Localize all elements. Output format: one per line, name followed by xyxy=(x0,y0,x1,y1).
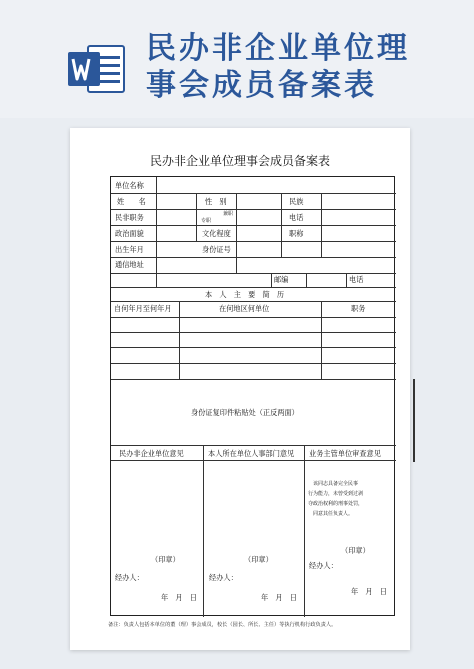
label-id-number: 身份证号 xyxy=(202,245,231,254)
label-gender: 性 别 xyxy=(205,197,227,206)
date-3: 年 月 日 xyxy=(351,587,387,596)
opinion-col3-text: 夺政治权利的刑事处罚， xyxy=(308,501,364,507)
label-position: 民非职务 xyxy=(115,213,144,222)
opinion-col3-text: 同意其任负责人。 xyxy=(313,511,354,517)
col-line xyxy=(196,193,197,241)
row-line xyxy=(111,317,396,318)
date-1: 年 月 日 xyxy=(161,593,197,602)
registration-form xyxy=(110,176,395,616)
col-line xyxy=(321,193,322,257)
row-line xyxy=(111,301,396,302)
label-phone2: 电话 xyxy=(349,275,364,284)
col-line xyxy=(281,193,282,257)
label-birth: 出生年月 xyxy=(115,245,144,254)
handler-3: 经办人： xyxy=(309,561,338,570)
col-line xyxy=(156,177,157,287)
col-duty: 职务 xyxy=(351,304,366,313)
label-fulltime: 专职 xyxy=(201,218,212,224)
header-banner xyxy=(0,0,474,118)
col-line xyxy=(179,301,180,379)
label-phone: 电话 xyxy=(289,213,304,222)
row-line xyxy=(111,332,396,333)
label-education: 文化程度 xyxy=(202,229,231,238)
row-line xyxy=(111,209,396,210)
handler-2: 经办人： xyxy=(209,573,238,582)
row-line xyxy=(111,460,396,461)
opinion-col3-header: 业务主管单位审查意见 xyxy=(309,449,381,458)
resume-heading: 本 人 主 要 简 历 xyxy=(205,290,285,299)
id-copy-area: 身份证复印件粘贴处（正反两面） xyxy=(191,408,299,417)
row-line xyxy=(111,347,396,348)
row-line xyxy=(111,241,396,242)
seal-2: （印章） xyxy=(244,555,273,564)
row-line xyxy=(111,193,396,194)
opinion-col3-text: 行为能力，未曾受到过剥 xyxy=(308,491,364,497)
row-line xyxy=(111,225,396,226)
label-name: 姓 名 xyxy=(117,197,146,206)
col-line xyxy=(346,273,347,287)
label-ethnicity: 民族 xyxy=(289,197,304,206)
label-address: 通信地址 xyxy=(115,260,144,269)
row-line xyxy=(111,379,396,380)
col-line xyxy=(321,301,322,379)
col-line xyxy=(236,193,237,273)
col-line xyxy=(304,445,305,617)
opinion-col1-header: 民办非企业单位意见 xyxy=(119,449,184,458)
row-line xyxy=(111,273,396,274)
label-title: 职称 xyxy=(289,229,304,238)
col-line xyxy=(203,445,204,617)
document-page xyxy=(70,128,410,650)
row-line xyxy=(111,445,396,446)
date-2: 年 月 日 xyxy=(261,593,297,602)
opinion-col2-header: 本人所在单位人事部门意见 xyxy=(208,449,295,458)
row-line xyxy=(111,287,396,288)
label-concurrent: 兼职 xyxy=(223,211,234,217)
page-edge-marker xyxy=(413,379,415,462)
document-title: 民办非企业单位理事会成员备案表 xyxy=(149,154,330,168)
col-line xyxy=(306,273,307,287)
handler-1: 经办人： xyxy=(115,573,144,582)
seal-3: （印章） xyxy=(341,546,370,555)
label-political: 政治面貌 xyxy=(115,229,144,238)
opinion-col3-text: 该同志具备完全民事 xyxy=(313,481,359,487)
seal-1: （印章） xyxy=(151,555,180,564)
col-period: 自何年月至何年月 xyxy=(114,304,172,313)
col-unit: 在何地区何单位 xyxy=(219,304,270,313)
label-unit-name: 单位名称 xyxy=(115,181,144,190)
page-title: 民办非企业单位理 事会成员备案表 xyxy=(146,31,410,103)
word-document-icon xyxy=(68,44,126,94)
label-postcode: 邮编 xyxy=(274,275,289,284)
footnote: 备注：负责人包括本单位的董（理）事会成员，校长（园长、所长、主任）等执行机构行政负责人。 xyxy=(108,622,337,628)
col-line xyxy=(271,273,272,287)
row-line xyxy=(111,363,396,364)
row-line xyxy=(111,257,396,258)
